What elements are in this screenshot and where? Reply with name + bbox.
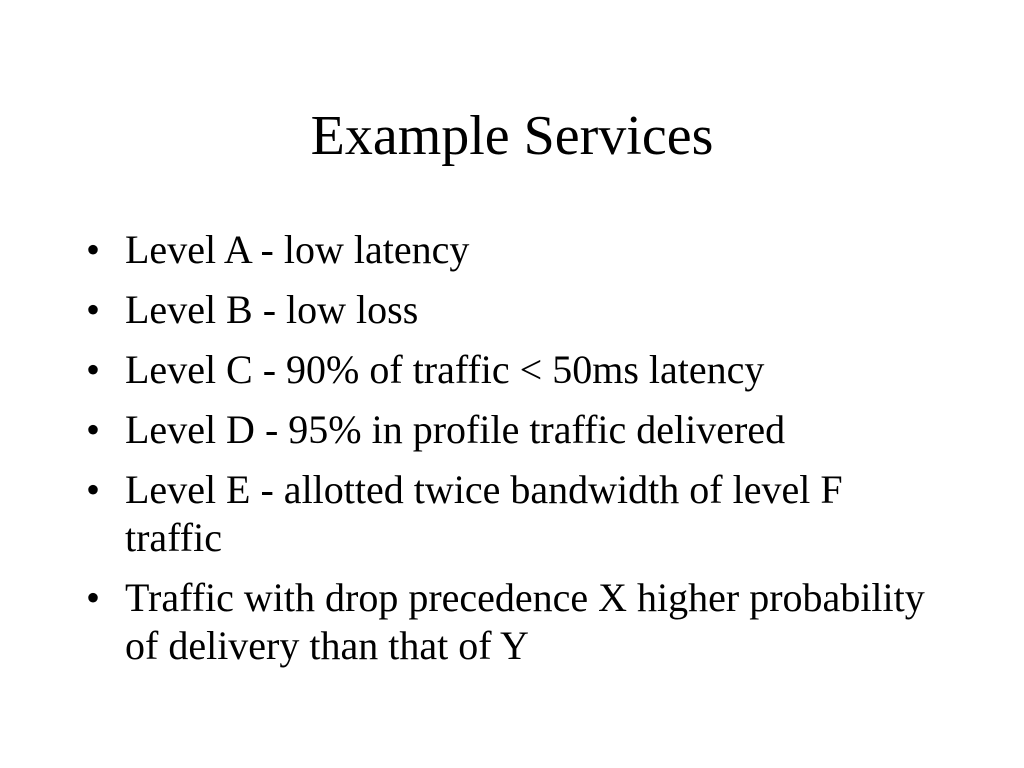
bullet-icon: • bbox=[86, 227, 101, 272]
bullet-icon: • bbox=[86, 575, 101, 620]
bullet-icon: • bbox=[86, 287, 101, 332]
bullet-text: Level D - 95% in profile traffic delivered bbox=[125, 407, 786, 452]
bullet-item bbox=[86, 286, 926, 334]
bullet-list bbox=[86, 226, 926, 682]
bullet-text: Level B - low loss bbox=[125, 287, 419, 332]
bullet-text: Level A - low latency bbox=[125, 227, 470, 272]
bullet-icon: • bbox=[86, 347, 101, 392]
bullet-item bbox=[86, 226, 926, 274]
bullet-item bbox=[86, 466, 926, 562]
slide-title: Example Services bbox=[310, 105, 714, 167]
bullet-icon: • bbox=[86, 407, 101, 452]
bullet-text: Traffic with drop precedence X higher probability of delivery than that of Y bbox=[125, 575, 925, 668]
bullet-item bbox=[86, 574, 926, 670]
bullet-item bbox=[86, 406, 926, 454]
bullet-text: Level C - 90% of traffic < 50ms latency bbox=[125, 347, 765, 392]
bullet-item bbox=[86, 346, 926, 394]
bullet-icon: • bbox=[86, 467, 101, 512]
bullet-text: Level E - allotted twice bandwidth of level F traffic bbox=[125, 467, 843, 560]
